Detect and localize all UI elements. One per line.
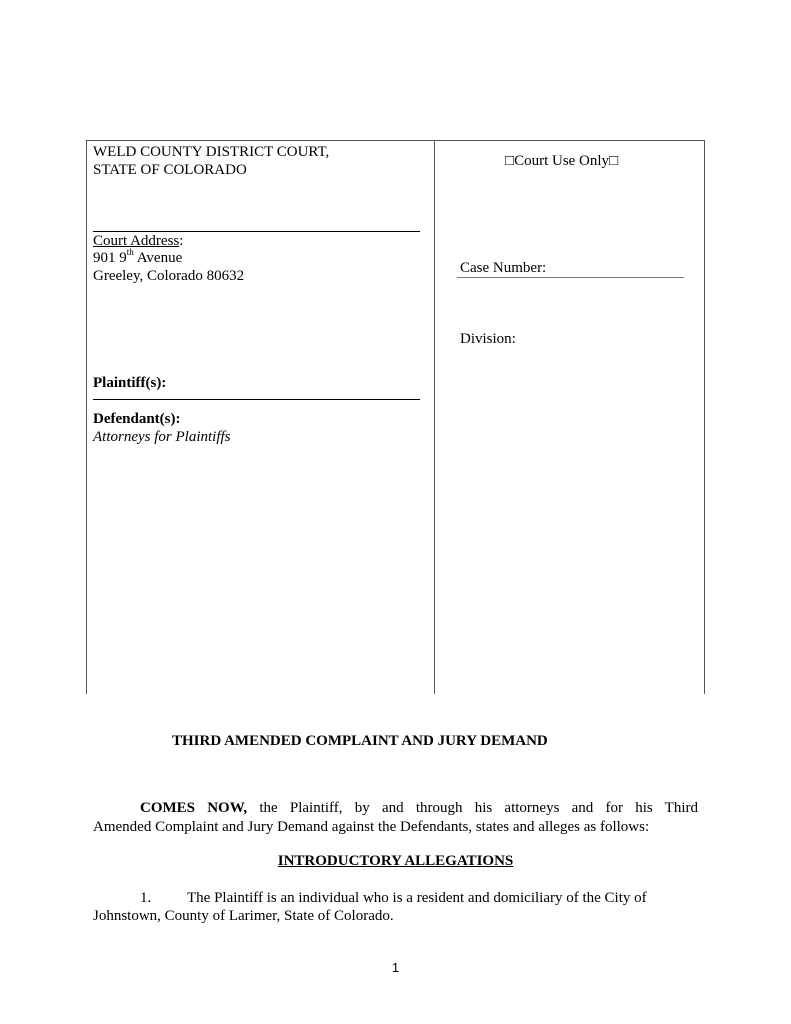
checkbox-icon: □ <box>609 153 619 169</box>
checkbox-icon: □ <box>505 153 515 169</box>
comes-now-line1 <box>93 799 698 817</box>
court-address-label: Court Address <box>93 233 180 249</box>
document-title: THIRD AMENDED COMPLAINT AND JURY DEMAND <box>172 733 548 749</box>
comes-now-text: the Plaintiff, by and through his attorneys and for his Third <box>259 800 698 816</box>
caption-divider <box>434 141 435 694</box>
section-heading: INTRODUCTORY ALLEGATIONS <box>277 853 514 869</box>
caption-rule <box>93 399 420 400</box>
plaintiffs-label: Plaintiff(s): <box>93 375 167 391</box>
court-address-city: Greeley, Colorado 80632 <box>93 268 245 284</box>
case-number-line <box>457 277 684 278</box>
court-use-only-label: Court Use Only <box>514 153 610 169</box>
para1-line1: The Plaintiff is an individual who is a resident and domiciliary of the City of <box>187 890 647 906</box>
address-number: 901 9 <box>93 250 127 266</box>
address-suffix: th <box>126 247 134 257</box>
case-number-label: Case Number: <box>460 260 547 276</box>
para1-line2: Johnstown, County of Larimer, State of Colorado. <box>93 908 394 924</box>
attorneys-label: Attorneys for Plaintiffs <box>93 429 231 445</box>
court-address-street <box>93 249 182 267</box>
para1-number: 1. <box>140 890 152 906</box>
defendants-label: Defendant(s): <box>93 411 181 427</box>
comes-now-line2: Amended Complaint and Jury Demand against the Defendants, states and alleges as follows: <box>93 819 650 835</box>
page-number: 1 <box>391 960 400 975</box>
court-state: STATE OF COLORADO <box>93 162 247 178</box>
court-name: WELD COUNTY DISTRICT COURT, <box>93 144 330 160</box>
address-street: Avenue <box>133 250 183 266</box>
court-address-heading: Court Address: <box>93 233 184 249</box>
court-use-only <box>505 152 618 170</box>
case-caption-box <box>86 140 705 694</box>
comes-now-bold: COMES NOW, <box>140 800 248 816</box>
division-label: Division: <box>460 331 516 347</box>
